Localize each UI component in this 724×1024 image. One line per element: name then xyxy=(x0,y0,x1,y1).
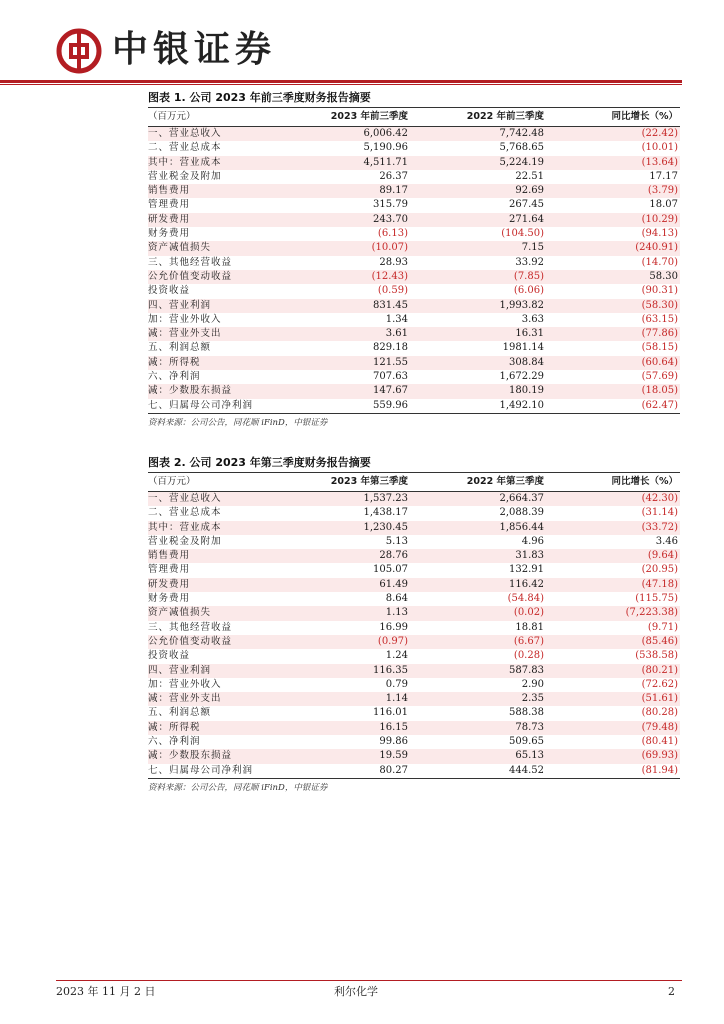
yoy-change-value: (20.95) xyxy=(641,564,678,576)
prior-period-value: 587.83 xyxy=(410,664,546,678)
row-label: 一、营业总收入 xyxy=(148,127,274,142)
column-header-yoy: 同比增长（%） xyxy=(546,108,680,127)
table-row xyxy=(148,749,680,763)
prior-period-value: 4.96 xyxy=(521,535,544,547)
current-period-value: 1.14 xyxy=(274,692,410,706)
table-row xyxy=(148,127,680,142)
brand-name: 中银证券 xyxy=(112,29,277,70)
current-period-value: 559.96 xyxy=(274,399,410,414)
prior-period-value: 7.15 xyxy=(410,241,546,255)
row-label: 加：营业外收入 xyxy=(148,313,222,325)
yoy-change-value: (85.46) xyxy=(546,635,680,649)
yoy-change-value: (79.48) xyxy=(546,721,680,735)
table-row xyxy=(148,606,680,620)
column-header-unit: （百万元） xyxy=(148,108,274,127)
row-label: 减：少数股东损益 xyxy=(148,749,274,763)
current-period-value: 0.79 xyxy=(385,678,408,690)
yoy-change-value: (51.61) xyxy=(546,692,680,706)
bank-of-china-logo-icon xyxy=(56,28,102,74)
table-row xyxy=(148,549,680,563)
yoy-change-value: (69.93) xyxy=(546,749,680,763)
current-period-value: 26.37 xyxy=(379,170,408,182)
prior-period-value: 444.52 xyxy=(410,764,546,779)
footer-date: 2023 年 11 月 2 日 xyxy=(56,985,156,998)
table-row xyxy=(148,399,680,414)
prior-period-value: 2,088.39 xyxy=(499,507,544,519)
table-row xyxy=(148,213,680,227)
yoy-change-value: (7,223.38) xyxy=(546,606,680,620)
yoy-change-value: (14.70) xyxy=(641,256,678,268)
row-label: 营业税金及附加 xyxy=(148,535,222,547)
table-row xyxy=(148,156,680,170)
row-label: 七、归属母公司净利润 xyxy=(148,399,274,414)
yoy-change-value: (22.42) xyxy=(546,127,680,142)
row-label: 销售费用 xyxy=(148,549,274,563)
table-header-row xyxy=(148,473,680,492)
table-row xyxy=(148,649,680,663)
current-period-value: (6.13) xyxy=(377,228,408,240)
yoy-change-value: (31.14) xyxy=(641,507,678,519)
row-label: 管理费用 xyxy=(148,564,191,576)
yoy-change-value: (58.30) xyxy=(546,299,680,313)
row-label: 管理费用 xyxy=(148,199,191,211)
current-period-value: 1.24 xyxy=(385,650,408,662)
prior-period-value: 2.35 xyxy=(410,692,546,706)
table-row xyxy=(148,384,680,398)
row-label: 减：营业外支出 xyxy=(148,327,274,341)
row-label: 营业税金及附加 xyxy=(148,170,222,182)
table-block-1 xyxy=(148,90,680,429)
page-number: 2 xyxy=(668,985,675,998)
row-label: 四、营业利润 xyxy=(148,299,274,313)
current-period-value: 61.49 xyxy=(274,578,410,592)
row-label: 资产减值损失 xyxy=(148,606,274,620)
current-period-value: 16.15 xyxy=(274,721,410,735)
yoy-change-value: (538.58) xyxy=(635,650,678,662)
table-row xyxy=(148,592,680,606)
yoy-change-value: (80.28) xyxy=(641,707,678,719)
row-label: 二、营业总成本 xyxy=(148,142,222,154)
row-label: 财务费用 xyxy=(148,593,191,605)
table-row xyxy=(148,327,680,341)
row-label: 公允价值变动收益 xyxy=(148,270,274,284)
prior-period-value: 18.81 xyxy=(515,621,544,633)
yoy-change-value: 17.17 xyxy=(649,170,678,182)
prior-period-value: 65.13 xyxy=(410,749,546,763)
row-label: 二、营业总成本 xyxy=(148,507,222,519)
table-row xyxy=(148,578,680,592)
row-label: 六、净利润 xyxy=(148,736,201,748)
current-period-value: 147.67 xyxy=(274,384,410,398)
current-period-value: 105.07 xyxy=(373,564,408,576)
column-header-prior: 2022 年前三季度 xyxy=(410,108,546,127)
prior-period-value: 31.83 xyxy=(410,549,546,563)
table-row xyxy=(148,256,680,270)
table-row xyxy=(148,535,680,549)
prior-period-value: 22.51 xyxy=(515,170,544,182)
current-period-value: 121.55 xyxy=(274,356,410,370)
column-header-unit: （百万元） xyxy=(148,473,274,492)
yoy-change-value: (58.15) xyxy=(641,342,678,354)
column-header-prior: 2022 年第三季度 xyxy=(410,473,546,492)
prior-period-value: (0.02) xyxy=(410,606,546,620)
financial-table-2 xyxy=(148,473,680,779)
table-row xyxy=(148,678,680,692)
current-period-value: 1.34 xyxy=(385,313,408,325)
current-period-value: 89.17 xyxy=(274,184,410,198)
row-label: 投资收益 xyxy=(148,285,191,297)
prior-period-value: 33.92 xyxy=(515,256,544,268)
prior-period-value: 92.69 xyxy=(410,184,546,198)
current-period-value: 1,230.45 xyxy=(274,521,410,535)
row-label: 一、营业总收入 xyxy=(148,492,274,507)
row-label: 五、利润总额 xyxy=(148,342,212,354)
prior-period-value: 1,492.10 xyxy=(410,399,546,414)
row-label: 财务费用 xyxy=(148,228,191,240)
yoy-change-value: (18.05) xyxy=(546,384,680,398)
current-period-value: 6,006.42 xyxy=(274,127,410,142)
current-period-value: 5.13 xyxy=(385,535,408,547)
table-row xyxy=(148,735,680,749)
table-row xyxy=(148,664,680,678)
yoy-change-value: (63.15) xyxy=(641,313,678,325)
current-period-value: (0.97) xyxy=(274,635,410,649)
row-label: 投资收益 xyxy=(148,650,191,662)
prior-period-value: 271.64 xyxy=(410,213,546,227)
current-period-value: 315.79 xyxy=(373,199,408,211)
table-row xyxy=(148,356,680,370)
prior-period-value: 308.84 xyxy=(410,356,546,370)
table-row xyxy=(148,506,680,520)
footer-divider xyxy=(56,980,682,981)
prior-period-value: 1,672.29 xyxy=(499,371,544,383)
prior-period-value: 5,224.19 xyxy=(410,156,546,170)
current-period-value: 28.76 xyxy=(274,549,410,563)
row-label: 其中：营业成本 xyxy=(148,521,274,535)
row-label: 七、归属母公司净利润 xyxy=(148,764,274,779)
header-divider-thin xyxy=(0,84,682,85)
yoy-change-value: (115.75) xyxy=(635,593,678,605)
table-body xyxy=(148,492,680,779)
yoy-change-value: (77.86) xyxy=(546,327,680,341)
table-row xyxy=(148,313,680,327)
prior-period-value: 16.31 xyxy=(410,327,546,341)
table-row xyxy=(148,270,680,284)
prior-period-value: 78.73 xyxy=(410,721,546,735)
prior-period-value: 509.65 xyxy=(509,736,544,748)
table-row xyxy=(148,521,680,535)
yoy-change-value: (80.21) xyxy=(546,664,680,678)
prior-period-value: (0.28) xyxy=(513,650,544,662)
prior-period-value: (7.85) xyxy=(410,270,546,284)
current-period-value: 99.86 xyxy=(379,736,408,748)
current-period-value: 19.59 xyxy=(274,749,410,763)
source-note: 资料来源：公司公告，同花顺 iFinD，中银证券 xyxy=(148,782,328,793)
prior-period-value: 132.91 xyxy=(509,564,544,576)
yoy-change-value: (3.79) xyxy=(546,184,680,198)
table-title: 图表 1. 公司 2023 年前三季度财务报告摘要 xyxy=(148,90,680,108)
yoy-change-value: (62.47) xyxy=(546,399,680,414)
current-period-value: 116.35 xyxy=(274,664,410,678)
yoy-change-value: 3.46 xyxy=(655,535,678,547)
table-row xyxy=(148,184,680,198)
row-label: 加：营业外收入 xyxy=(148,678,222,690)
table-title: 图表 2. 公司 2023 年第三季度财务报告摘要 xyxy=(148,455,680,473)
yoy-change-value: (13.64) xyxy=(546,156,680,170)
yoy-change-value: (33.72) xyxy=(546,521,680,535)
column-header-yoy: 同比增长（%） xyxy=(546,473,680,492)
yoy-change-value: (57.69) xyxy=(641,371,678,383)
row-label: 销售费用 xyxy=(148,184,274,198)
current-period-value: (12.43) xyxy=(274,270,410,284)
yoy-change-value: (60.64) xyxy=(546,356,680,370)
current-period-value: 831.45 xyxy=(274,299,410,313)
current-period-value: 5,190.96 xyxy=(363,142,408,154)
yoy-change-value: (81.94) xyxy=(546,764,680,779)
page-header xyxy=(0,0,724,80)
table-body xyxy=(148,127,680,414)
yoy-change-value: (10.29) xyxy=(546,213,680,227)
table-row xyxy=(148,241,680,255)
row-label: 其中：营业成本 xyxy=(148,156,274,170)
row-label: 六、净利润 xyxy=(148,371,201,383)
prior-period-value: 3.63 xyxy=(521,313,544,325)
current-period-value: 116.01 xyxy=(373,707,408,719)
column-header-current: 2023 年第三季度 xyxy=(274,473,410,492)
prior-period-value: 180.19 xyxy=(410,384,546,398)
yoy-change-value: (9.64) xyxy=(546,549,680,563)
prior-period-value: 116.42 xyxy=(410,578,546,592)
yoy-change-value: (94.13) xyxy=(641,228,678,240)
row-label: 三、其他经营收益 xyxy=(148,256,233,268)
current-period-value: (10.07) xyxy=(274,241,410,255)
table-row xyxy=(148,721,680,735)
current-period-value: 3.61 xyxy=(274,327,410,341)
current-period-value: 16.99 xyxy=(379,621,408,633)
yoy-change-value: (80.41) xyxy=(641,736,678,748)
row-label: 研发费用 xyxy=(148,213,274,227)
prior-period-value: 7,742.48 xyxy=(410,127,546,142)
yoy-change-value: (90.31) xyxy=(641,285,678,297)
prior-period-value: (6.06) xyxy=(513,285,544,297)
row-label: 公允价值变动收益 xyxy=(148,635,274,649)
row-label: 减：少数股东损益 xyxy=(148,384,274,398)
table-header-row xyxy=(148,108,680,127)
row-label: 四、营业利润 xyxy=(148,664,274,678)
header-divider xyxy=(0,80,682,83)
yoy-change-value: (47.18) xyxy=(546,578,680,592)
column-header-current: 2023 年前三季度 xyxy=(274,108,410,127)
table-row xyxy=(148,563,680,577)
yoy-change-value: (9.71) xyxy=(647,621,678,633)
current-period-value: 4,511.71 xyxy=(274,156,410,170)
prior-period-value: 5,768.65 xyxy=(499,142,544,154)
financial-table-1 xyxy=(148,108,680,414)
table-row xyxy=(148,141,680,155)
row-label: 减：所得税 xyxy=(148,356,274,370)
current-period-value: 1,438.17 xyxy=(363,507,408,519)
yoy-change-value: 58.30 xyxy=(546,270,680,284)
table-row xyxy=(148,692,680,706)
prior-period-value: 2.90 xyxy=(521,678,544,690)
current-period-value: 1.13 xyxy=(274,606,410,620)
prior-period-value: (6.67) xyxy=(410,635,546,649)
prior-period-value: (104.50) xyxy=(501,228,544,240)
row-label: 三、其他经营收益 xyxy=(148,621,233,633)
table-row xyxy=(148,492,680,507)
table-row xyxy=(148,170,680,184)
table-block-2 xyxy=(148,455,680,794)
table-row xyxy=(148,341,680,355)
current-period-value: 829.18 xyxy=(373,342,408,354)
row-label: 减：营业外支出 xyxy=(148,692,274,706)
yoy-change-value: (42.30) xyxy=(546,492,680,507)
current-period-value: 707.63 xyxy=(373,371,408,383)
prior-period-value: 2,664.37 xyxy=(410,492,546,507)
current-period-value: 80.27 xyxy=(274,764,410,779)
row-label: 五、利润总额 xyxy=(148,707,212,719)
current-period-value: 1,537.23 xyxy=(274,492,410,507)
table-row xyxy=(148,198,680,212)
table-row xyxy=(148,370,680,384)
row-label: 研发费用 xyxy=(148,578,274,592)
table-row xyxy=(148,227,680,241)
prior-period-value: (54.84) xyxy=(507,593,544,605)
table-row xyxy=(148,706,680,720)
prior-period-value: 1981.14 xyxy=(502,342,544,354)
yoy-change-value: 18.07 xyxy=(649,199,678,211)
table-row xyxy=(148,635,680,649)
current-period-value: 8.64 xyxy=(385,593,408,605)
row-label: 减：所得税 xyxy=(148,721,274,735)
footer-company: 利尔化学 xyxy=(334,985,378,998)
table-row xyxy=(148,299,680,313)
yoy-change-value: (72.62) xyxy=(641,678,678,690)
row-label: 资产减值损失 xyxy=(148,241,274,255)
prior-period-value: 1,993.82 xyxy=(410,299,546,313)
table-row xyxy=(148,764,680,779)
current-period-value: (0.59) xyxy=(377,285,408,297)
prior-period-value: 588.38 xyxy=(509,707,544,719)
source-note: 资料来源：公司公告，同花顺 iFinD，中银证券 xyxy=(148,417,328,428)
prior-period-value: 1,856.44 xyxy=(410,521,546,535)
prior-period-value: 267.45 xyxy=(509,199,544,211)
yoy-change-value: (10.01) xyxy=(641,142,678,154)
table-row xyxy=(148,284,680,298)
table-row xyxy=(148,621,680,635)
current-period-value: 28.93 xyxy=(379,256,408,268)
current-period-value: 243.70 xyxy=(274,213,410,227)
yoy-change-value: (240.91) xyxy=(546,241,680,255)
